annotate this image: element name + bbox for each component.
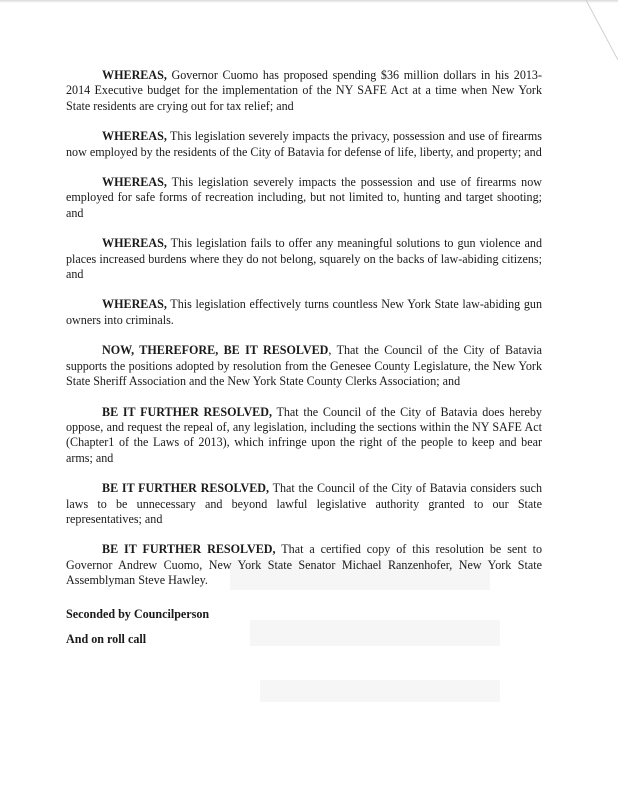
whereas-paragraph-1 (66, 68, 542, 114)
clause-lead: NOW, THEREFORE, BE IT RESOLVED (102, 343, 329, 358)
clause-lead: BE IT FURTHER RESOLVED, (102, 481, 270, 496)
clause-lead: BE IT FURTHER RESOLVED, (102, 542, 276, 557)
clause-lead: WHEREAS, (102, 175, 167, 190)
clause-text: This legislation effectively turns countless New York State law-abiding gun owners into criminals. (66, 297, 542, 327)
clause-text: This legislation fails to offer any meaningful solutions to gun violence and places increased burdens where they do not belong, squarely on the backs of law-abiding citizens; and (66, 236, 542, 282)
scan-smudge (260, 680, 500, 702)
clause-lead: WHEREAS, (102, 68, 167, 82)
resolved-paragraph-2 (66, 405, 542, 467)
clause-text: That a certified copy of this resolution be sent to Governor Andrew Cuomo, New York State Senator Michael Ranzenhofer, New York State Assemblyman Steve Hawley. (66, 542, 542, 588)
whereas-paragraph-5 (66, 297, 542, 328)
clause-lead: WHEREAS, (102, 129, 167, 144)
resolved-paragraph-4 (66, 542, 542, 588)
whereas-paragraph-3 (66, 175, 542, 221)
resolved-paragraph-3 (66, 481, 542, 527)
clause-lead: WHEREAS, (102, 236, 167, 251)
seconded-line: Seconded by Councilperson (66, 606, 210, 621)
document-body (66, 68, 542, 657)
resolved-paragraph-1 (66, 343, 542, 389)
clause-text: This legislation severely impacts the possession and use of firearms now employed for safe forms of recreation including, but not limited to, hunting and target shooting; and (66, 175, 542, 220)
page-corner-fold (578, 0, 618, 80)
roll-call-line: And on roll call (66, 631, 147, 646)
clause-text: That the Council of the City of Batavia does hereby oppose, and request the repeal of, any legislation, including the sections within the NY SAFE Act (Chapter1 of the Laws of 2013), which infringe upon the right of the people to keep and bear arms; and (66, 404, 542, 465)
clause-text: Governor Cuomo has proposed spending $36 million dollars in his 2013-2014 Executive budget for the implementation of the NY SAFE Act at a time when New York State residents are crying out for tax relief; and (66, 68, 542, 113)
whereas-paragraph-4 (66, 236, 542, 282)
clause-lead: BE IT FURTHER RESOLVED, (102, 404, 272, 419)
page-top-edge (0, 0, 618, 3)
clause-text: , That the Council of the City of Batavia supports the positions adopted by resolution from the Genesee County Legislature, the New York State Sheriff Association and the New York State County Clerks Association; and (66, 343, 542, 389)
clause-lead: WHEREAS, (102, 297, 167, 312)
whereas-paragraph-2 (66, 129, 542, 160)
clause-text: This legislation severely impacts the privacy, possession and use of firearms now employed by the residents of the City of Batavia for defense of life, liberty, and property; and (66, 129, 542, 159)
clause-text: That the Council of the City of Batavia considers such laws to be unnecessary and beyond lawful legislative authority granted to our State representatives; and (66, 481, 542, 526)
